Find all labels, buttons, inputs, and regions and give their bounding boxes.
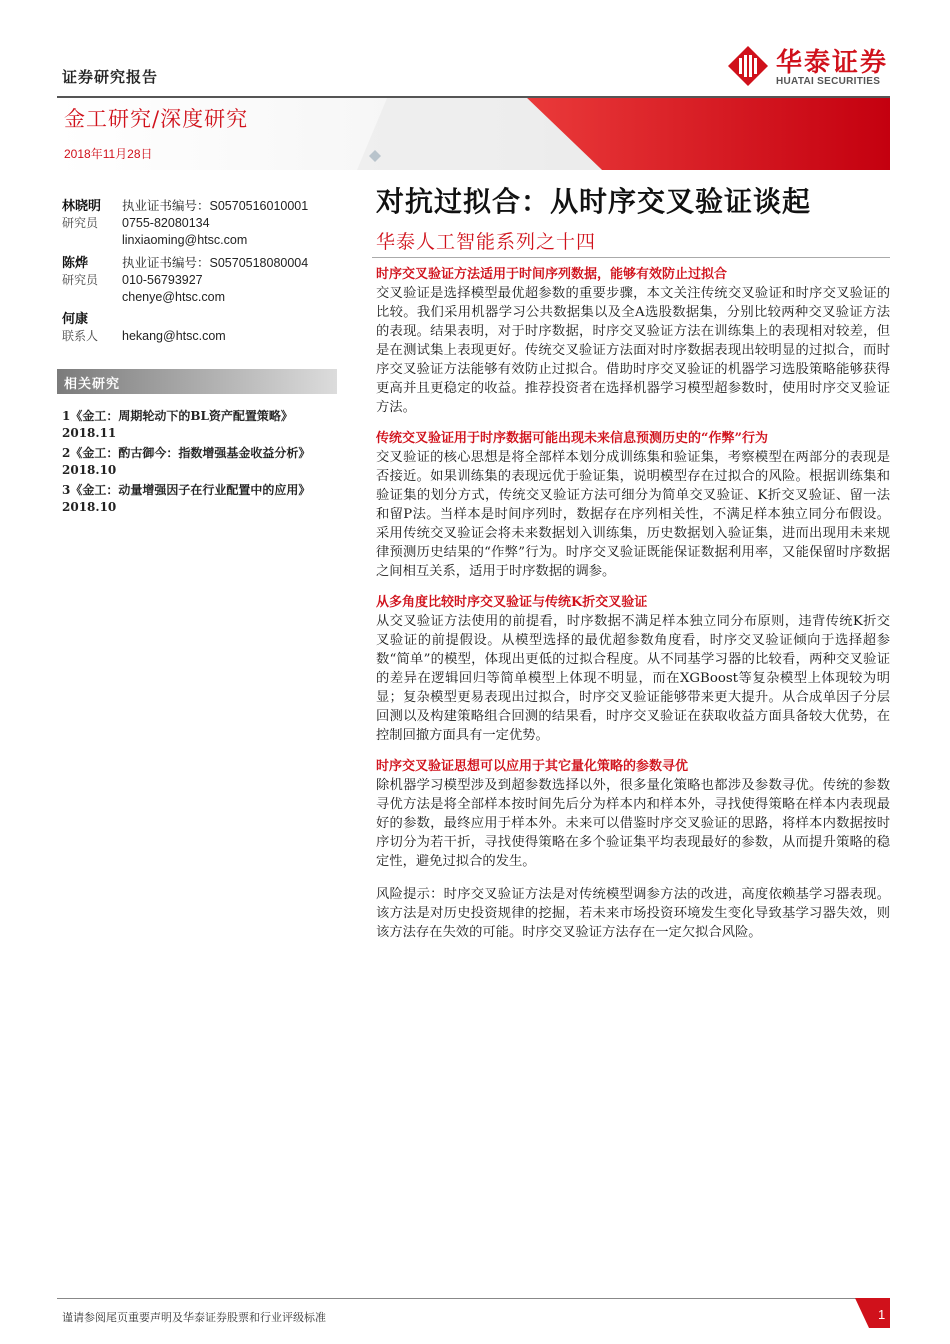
analyst-role: 研究员 xyxy=(62,273,99,287)
section-body: 从交叉验证方法使用的前提看，时序数据不满足样本独立同分布原则，违背传统K折交叉验证的前提假设。从模型选择的最优超参数角度看，时序交叉验证倾向于选择超参数“简单”的模型，体现出更低的过拟合程度。从不同基学习器的比较看，两种交叉验证的差异在逻辑回归等简单模型上体现不明显，而在XGBoost等复杂模型上体现较为明显；复杂模型更易表现出过拟合，时序交叉验证能够带来更大提升。从合成单因子分层回测以及构建策略组合回测的结果看，时序交叉验证在获取收益方面具备较大优势，在控制回撤方面具有一定优势。 xyxy=(376,614,890,743)
risk-warning: 风险提示：时序交叉验证方法是对传统模型调参方法的改进，高度依赖基学习器表现。该方法是对历史投资规律的挖掘，若未来市场投资环境发生变化导致基学习器失效，则该方法存在失效的可能。时序交叉验证方法存在一定欠拟合风险。 xyxy=(376,887,890,940)
section-body: 交叉验证的核心思想是将全部样本划分成训练集和验证集，考察模型在两部分的表现是否接近。如果训练集的表现远优于验证集，说明模型存在过拟合的风险。根据训练集和验证集的划分方式，传统交叉验证方法可细分为简单交叉验证、K折交叉验证、留一法和留P法。当样本是时间序列时，数据存在序列相关性，不满足样本独立同分布假设。采用传统交叉验证会将未来数据划入训练集，历史数据划入验证集，进而出现用未来规律预测历史结果的“作弊”行为。时序交叉验证既能保证数据利用率，又能保留时序数据之间相互关系，适用于时序数据的调参。 xyxy=(376,450,890,579)
section-body: 除机器学习模型涉及到超参数选择以外，很多量化策略也都涉及参数寻优。传统的参数寻优方法是将全部样本按时间先后分为样本内和样本外，寻找使得策略在样本内表现最好的参数，最终应用于样本外。未来可以借鉴时序交叉验证的思路，将样本内数据按时序切分为若干折，寻找使得策略在多个验证集平均表现最好的参数，从而提升策略的稳定性，避免过拟合的发生。 xyxy=(376,778,890,869)
logo-english-name: HUATAI SECURITIES xyxy=(776,76,881,87)
related-research-item[interactable]: 2《金工：酌古御今：指数增强基金收益分析》2018.10 xyxy=(62,446,311,477)
analyst-license: 执业证书编号：S0570516010001 xyxy=(122,199,309,213)
related-research-item[interactable]: 3《金工：动量增强因子在行业配置中的应用》2018.10 xyxy=(62,483,311,514)
analyst-email[interactable]: hekang@htsc.com xyxy=(122,329,226,343)
analyst-role: 联系人 xyxy=(62,329,99,343)
logo-chinese-name: 华泰证券 xyxy=(776,47,889,77)
analyst-role: 研究员 xyxy=(62,216,99,230)
analyst-name: 陈烨 xyxy=(62,256,89,271)
related-research-item[interactable]: 1《金工：周期轮动下的BL资产配置策略》2018.11 xyxy=(62,409,293,440)
page-number: 1 xyxy=(878,1307,886,1322)
report-title: 对抗过拟合：从时序交叉验证谈起 xyxy=(376,185,812,218)
report-type-label: 证券研究报告 xyxy=(62,68,159,86)
subtitle-divider xyxy=(372,257,890,258)
section-heading: 传统交叉验证用于时序数据可能出现未来信息预测历史的“作弊”行为 xyxy=(376,431,768,446)
analyst-email[interactable]: chenye@htsc.com xyxy=(122,290,226,304)
section-heading: 从多角度比较时序交叉验证与传统K折交叉验证 xyxy=(376,595,648,610)
analyst-email[interactable]: linxiaoming@htsc.com xyxy=(122,233,248,247)
report-category: 金工研究/深度研究 xyxy=(64,107,249,131)
related-research-header: 相关研究 xyxy=(64,377,121,392)
section-heading: 时序交叉验证方法适用于时间序列数据，能够有效防止过拟合 xyxy=(376,267,728,282)
report-subtitle: 华泰人工智能系列之十四 xyxy=(376,231,597,253)
summary-content xyxy=(376,265,890,942)
section-body: 交叉验证是选择模型最优超参数的重要步骤，本文关注传统交叉验证和时序交叉验证的比较。我们采用机器学习公共数据集以及全A选股数据集，分别比较两种交叉验证方法的表现。结果表明，对于时序数据，时序交叉验证方法在训练集上的表现相对较差，但是在测试集上表现更好。传统交叉验证方法面对时序数据表现出较明显的过拟合，而时序交叉验证方法能够有效防止过拟合。借助时序交叉验证的机器学习选股策略能够获得更高并且更稳定的收益。推荐投资者在选择机器学习模型超参数时，使用时序交叉验证方法。 xyxy=(376,286,890,415)
huatai-logo xyxy=(726,44,896,90)
footer-divider xyxy=(57,1298,869,1299)
report-date: 2018年11月28日 xyxy=(64,147,153,161)
analyst-phone: 0755-82080134 xyxy=(122,216,210,230)
huatai-logo-icon xyxy=(726,44,770,88)
section-heading: 时序交叉验证思想可以应用于其它量化策略的参数寻优 xyxy=(376,759,689,774)
analyst-phone: 010-56793927 xyxy=(122,273,203,287)
footer-disclaimer: 谨请参阅尾页重要声明及华泰证券股票和行业评级标准 xyxy=(62,1311,326,1324)
analyst-name: 何康 xyxy=(62,312,89,327)
related-research-list xyxy=(62,408,344,519)
analyst-license: 执业证书编号：S0570518080004 xyxy=(122,256,309,270)
analyst-name: 林晓明 xyxy=(62,199,102,214)
